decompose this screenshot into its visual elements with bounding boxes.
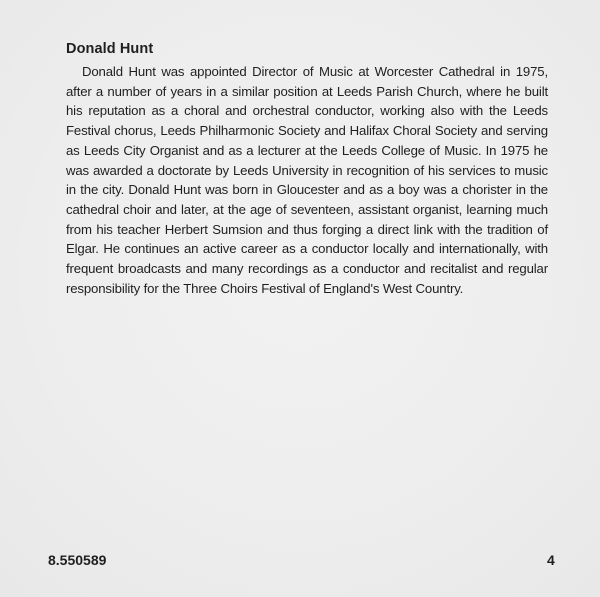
section-heading: Donald Hunt xyxy=(66,41,154,57)
page-number: 4 xyxy=(547,552,555,568)
biography-paragraph: Donald Hunt was appointed Director of Music at Worcester Cathedral in 1975, after a number of years in a similar position at Leeds Parish Church, where he built his reputation as a choral and orchestral conductor, working also with the Leeds Festival chorus, Leeds Philharmonic Society and Halifax Choral Society and serving as Leeds City Organist and as a lecturer at the Leeds College of Music. In 1975 he was awarded a doctorate by Leeds University in recognition of his services to music in the city. Donald Hunt was born in Gloucester and as a boy was a chorister in the cathedral choir and later, at the age of seventeen, assistant organist, learning much from his teacher Herbert Sumsion and thus forging a direct link with the tradition of Elgar. He continues an active career as a conductor locally and internationally, with frequent broadcasts and many recordings as a conductor and recitalist and regular responsibility for the Three Choirs Festival of England's West Country. xyxy=(66,64,548,296)
catalog-number: 8.550589 xyxy=(48,552,107,568)
